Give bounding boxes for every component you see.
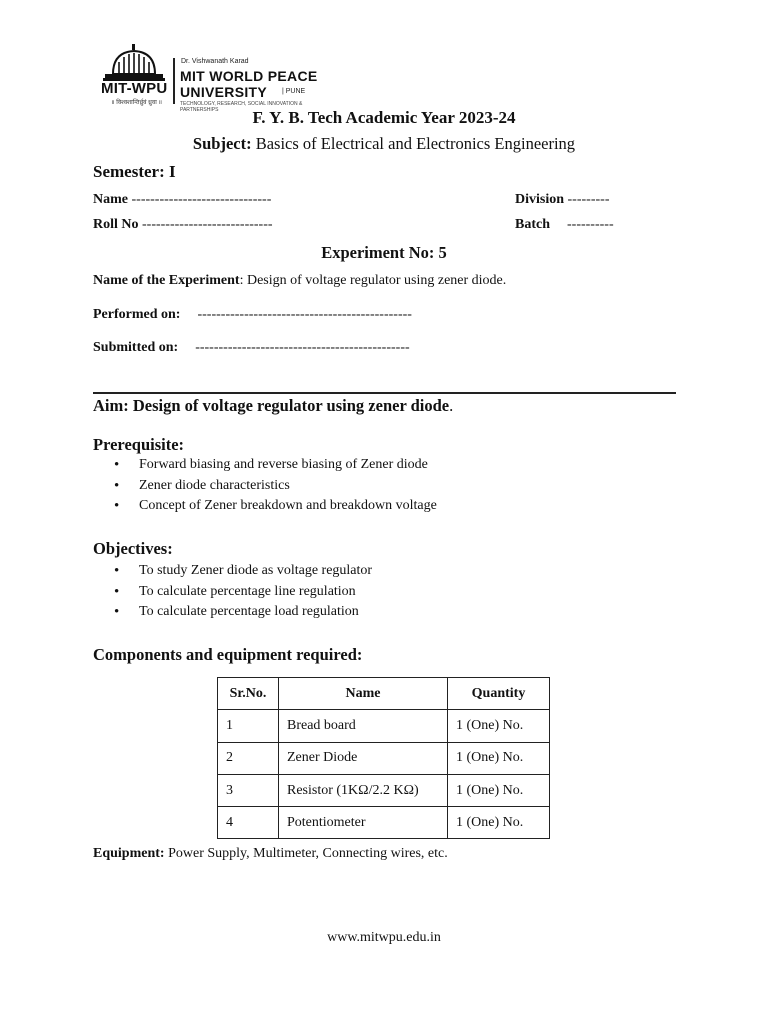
aim-period: .	[449, 396, 454, 415]
objectives-heading: Objectives:	[93, 539, 173, 558]
logo-tagline: ॥ विश्वशान्तिर्ध्रुवं ध्रुवा ॥	[111, 100, 163, 106]
logo-separator	[173, 58, 175, 104]
university-name-line1: MIT WORLD PEACE	[180, 68, 318, 84]
table-cell: 1 (One) No.	[448, 710, 550, 742]
prerequisite-list	[93, 455, 437, 517]
submitted-on-label: Submitted on:	[93, 340, 179, 355]
name-blank: ------------------------------	[131, 192, 272, 207]
column-header-quantity: Quantity	[448, 678, 550, 710]
objectives-list	[93, 561, 372, 623]
batch-label: Batch	[515, 217, 550, 232]
table-cell: 1 (One) No.	[448, 807, 550, 839]
equipment-line	[93, 846, 448, 862]
roll-label: Roll No	[93, 217, 139, 232]
logo-abbreviation: MIT-WPU	[101, 80, 168, 97]
section-divider	[93, 392, 676, 394]
dome-icon	[103, 44, 167, 82]
subject-name: Basics of Electrical and Electronics Engineering	[255, 134, 576, 153]
roll-field	[93, 217, 273, 233]
table-row	[218, 807, 550, 839]
column-header-srno: Sr.No.	[218, 678, 279, 710]
experiment-number: Experiment No: 5	[321, 243, 447, 262]
table-cell: 4	[218, 807, 279, 839]
list-item: • To calculate percentage line regulation	[93, 582, 372, 603]
footer-website: www.mitwpu.edu.in	[327, 930, 441, 945]
table-cell: Bread board	[279, 710, 448, 742]
subject-line	[0, 134, 768, 154]
table-cell: 1	[218, 710, 279, 742]
components-heading: Components and equipment required:	[93, 645, 363, 664]
list-item: • Forward biasing and reverse biasing of Zener diode	[93, 455, 437, 476]
university-logo	[97, 44, 327, 113]
table-cell: Potentiometer	[279, 807, 448, 839]
name-field	[93, 192, 271, 208]
performed-on-blank: ----------------------------------------------	[197, 307, 412, 322]
division-label: Division	[515, 192, 565, 207]
division-blank: ---------	[567, 192, 610, 207]
university-city: | PUNE	[282, 88, 306, 95]
aim-heading	[93, 396, 453, 416]
table-cell: 3	[218, 774, 279, 806]
performed-on-line	[93, 307, 412, 323]
equipment-text: Power Supply, Multimeter, Connecting wires, etc.	[168, 846, 448, 861]
academic-year-title: F. Y. B. Tech Academic Year 2023-24	[252, 108, 516, 127]
table-cell: 2	[218, 742, 279, 774]
table-cell: Zener Diode	[279, 742, 448, 774]
table-row	[218, 742, 550, 774]
founder-name: Dr. Vishwanath Karad	[181, 58, 249, 65]
table-cell: Resistor (1KΩ/2.2 KΩ)	[279, 774, 448, 806]
performed-on-label: Performed on:	[93, 307, 181, 322]
table-row	[218, 710, 550, 742]
table-header-row	[218, 678, 550, 710]
equipment-label: Equipment:	[93, 846, 165, 861]
table-cell: 1 (One) No.	[448, 742, 550, 774]
components-table	[217, 677, 550, 839]
table-cell: 1 (One) No.	[448, 774, 550, 806]
table-row	[218, 774, 550, 806]
prerequisite-heading: Prerequisite:	[93, 435, 185, 454]
experiment-name-label: Name of the Experiment	[93, 273, 240, 288]
university-motto: TECHNOLOGY, RESEARCH, SOCIAL INNOVATION & PARTNERSHIPS	[180, 101, 303, 113]
submitted-on-blank: ----------------------------------------------	[195, 340, 410, 355]
list-item: • To calculate percentage load regulation	[93, 602, 372, 623]
batch-field	[515, 217, 614, 233]
name-label: Name	[93, 192, 128, 207]
list-item: • To study Zener diode as voltage regulator	[93, 561, 372, 582]
university-name-line2: UNIVERSITY	[180, 84, 268, 100]
batch-blank: ----------	[567, 217, 614, 232]
list-item: • Concept of Zener breakdown and breakdown voltage	[93, 496, 437, 517]
experiment-name: : Design of voltage regulator using zener diode.	[239, 273, 507, 288]
submitted-on-line	[93, 340, 410, 356]
semester-heading: Semester: I	[93, 162, 176, 181]
subject-label: Subject:	[192, 134, 252, 153]
list-item: • Zener diode characteristics	[93, 476, 437, 497]
aim-text: Aim: Design of voltage regulator using zener diode	[93, 396, 450, 415]
roll-blank: ----------------------------	[142, 217, 273, 232]
experiment-name-line	[93, 273, 506, 289]
column-header-name: Name	[279, 678, 448, 710]
division-field	[515, 192, 609, 208]
